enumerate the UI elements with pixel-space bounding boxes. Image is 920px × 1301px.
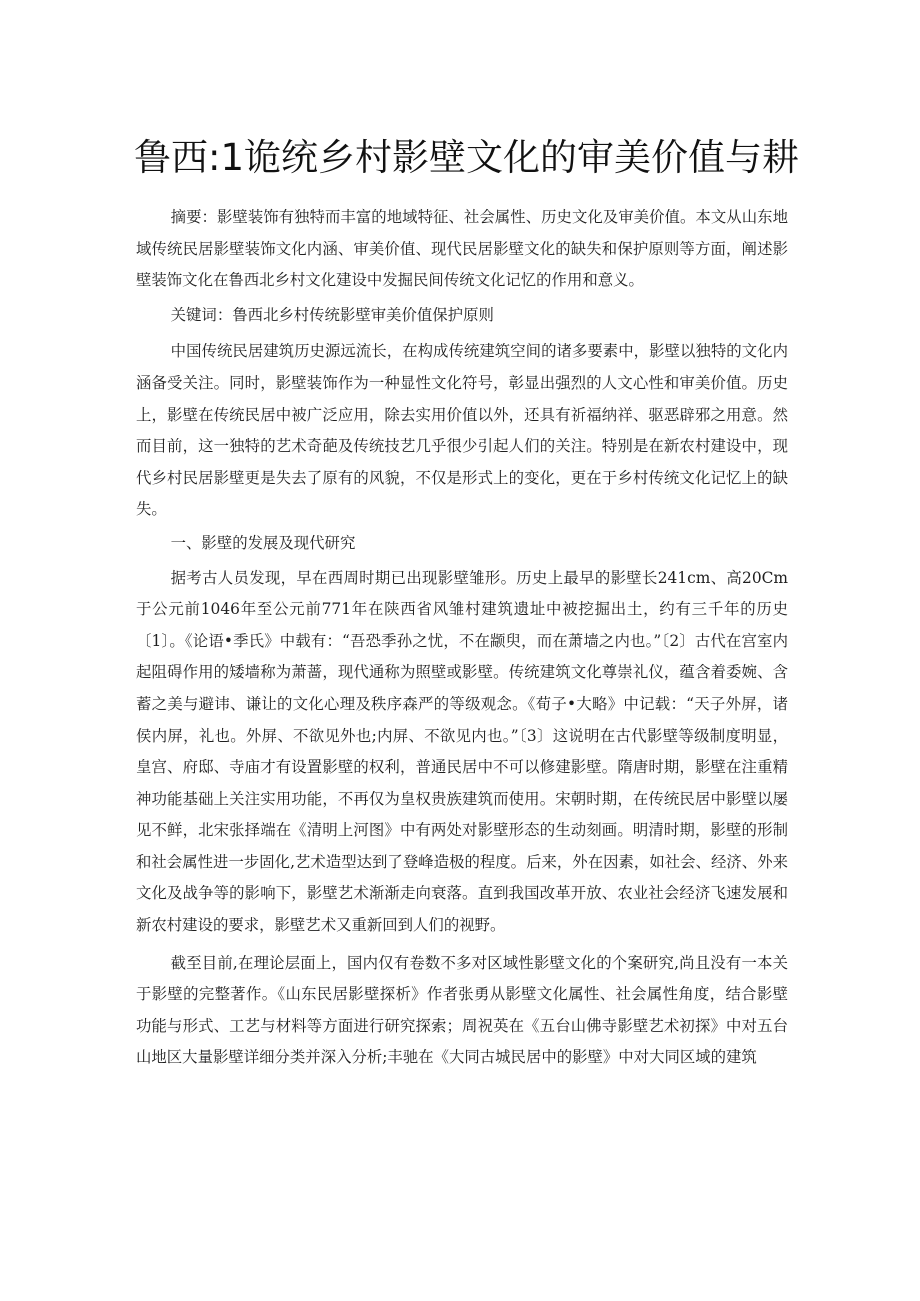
abstract-paragraph: 摘要：影壁装饰有独特而丰富的地域特征、社会属性、历史文化及审美价值。本文从山东地域传统民居影壁装饰文化内涵、审美价值、现代民居影壁文化的缺失和保护原则等方面，阐述影壁装饰文化在鲁西北乡村文化建设中发掘民间传统文化记忆的作用和意义。 (136, 208, 788, 290)
history-paragraph: 据考古人员发现，早在西周时期已出现影壁雏形。历史上最早的影壁长241cm、高20Cm于公元前1046年至公元前771年在陕西省风雏村建筑遗址中被挖掘出土，约有三千年的历史〔1〕。《论语•季氏》中载有：“吾恐季孙之忧，不在颛臾，而在萧墙之内也。”〔2〕古代在宫室内起阻碍作用的矮墙称为萧蔷，现代通称为照壁或影壁。传统建筑文化尊崇礼仪，蕴含着委婉、含蓄之美与避讳、谦让的文化心理及秩序森严的等级观念。《荀子•大略》中记载：“天子外屏，诸侯内屏，礼也。外屏、不欲见外也;内屏、不欲见内也。”〔3〕这说明在古代影壁等级制度明显，皇宫、府邸、寺庙才有设置影壁的权利，普通民居中不可以修建影壁。隋唐时期，影壁在注重精神功能基础上关注实用功能，不再仅为皇权贵族建筑而使用。宋朝时期，在传统民居中影壁以屡见不鲜，北宋张择端在《清明上河图》中有两处对影壁形态的生动刻画。明清时期，影壁的形制和社会属性进一步固化,艺术造型达到了登峰造极的程度。后来，外在因素，如社会、经济、外来文化及战争等的影响下，影壁艺术渐渐走向衰落。直到我国改革开放、农业社会经济飞速发展和新农村建设的要求，影壁艺术又重新回到人们的视野。 (136, 568, 788, 935)
intro-paragraph: 中国传统民居建筑历史源远流长，在构成传统建筑空间的诸多要素中，影壁以独特的文化内涵备受关注。同时，影壁装饰作为一种显性文化符号，彰显出强烈的人文心性和审美价值。历史上，影壁在传统民居中被广泛应用，除去实用价值以外，还具有祈福纳祥、驱恶辟邪之用意。然而目前，这一独特的艺术奇葩及传统技艺几乎很少引起人们的关注。特别是在新农村建设中，现代乡村民居影壁更是失去了原有的风貌，不仅是形式上的变化，更在于乡村传统文化记忆上的缺失。 (136, 342, 788, 519)
document-body (136, 202, 788, 1074)
document-title: 鲁西:1诡统乡村影壁文化的审美价值与耕 (134, 136, 800, 179)
research-paragraph: 截至目前,在理论层面上，国内仅有卷数不多对区域性影壁文化的个案研究,尚且没有一本关于影壁的完整著作。《山东民居影壁探析》作者张勇从影壁文化属性、社会属性角度，结合影壁功能与形式、工艺与材料等方面进行研究探索；周祝英在《五台山佛寺影壁艺术初探》中对五台山地区大量影壁详细分类并深入分析;丰驰在《大同古城民居中的影壁》中对大同区域的建筑 (136, 953, 788, 1067)
section-heading: 一、影壁的发展及现代研究 (170, 533, 356, 552)
keywords-line: 关键词：鲁西北乡村传统影壁审美价值保护原则 (170, 305, 494, 324)
